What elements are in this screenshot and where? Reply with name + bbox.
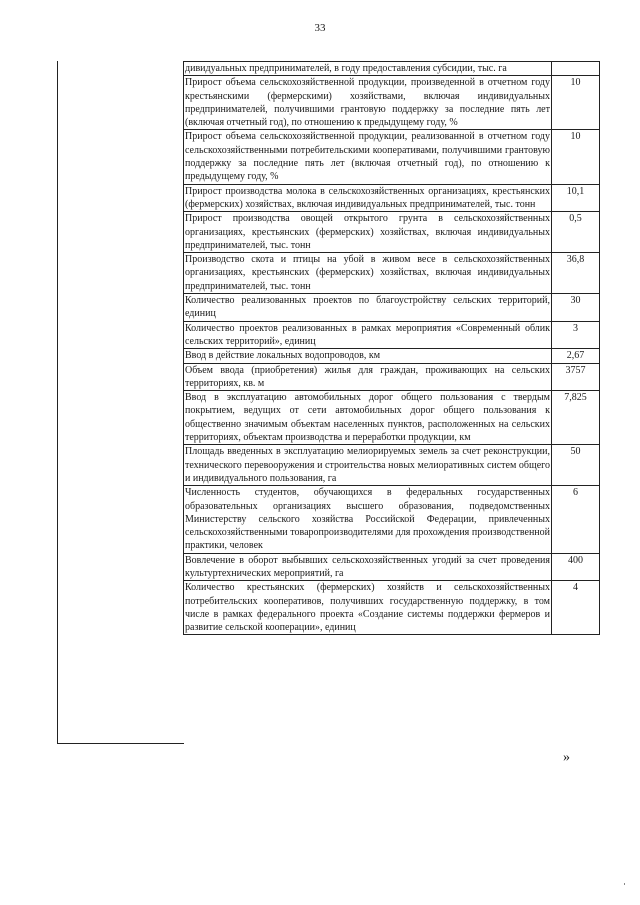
indicator-value: 7,825 <box>552 391 600 445</box>
indicator-description: Объем ввода (приобретения) жилья для граждан, проживающих на сельских территориях, кв. м <box>185 364 550 389</box>
indicator-value: 10 <box>552 130 600 184</box>
indicator-description: Количество реализованных проектов по благоустройству сельских территорий, единиц <box>185 295 550 320</box>
table-row <box>184 62 600 76</box>
table-row <box>184 391 600 445</box>
table-row <box>184 363 600 391</box>
indicator-description: Численность студентов, обучающихся в федеральных государственных образовательных организациях высшего образования, подведомственных Министерству сельского хозяйства Российской Федерации, привлеченных сельскохозяйственными товаропроизводителями для прохождения производственной практики, человек <box>185 487 550 552</box>
indicator-value: 6 <box>552 486 600 553</box>
indicator-description: Ввод в эксплуатацию автомобильных дорог общего пользования с твердым покрытием, ведущих от сети автомобильных дорог общего пользования к общественно значимым объектам населенных пунктов, расположенных на сельских территориях, объектам производства и переработки продукции, км <box>185 392 550 444</box>
table-row <box>184 130 600 184</box>
indicator-description: Площадь введенных в эксплуатацию мелиорируемых земель за счет реконструкции, технического перевооружения и строительства новых мелиоративных систем общего и индивидуального пользования, га <box>185 446 550 484</box>
indicator-value: 400 <box>552 553 600 581</box>
indicator-description: Количество проектов реализованных в рамках мероприятия «Современный облик сельских территорий», единиц <box>185 322 550 347</box>
table-row <box>184 445 600 486</box>
bottom-column-rule <box>57 743 184 744</box>
indicator-description: Ввод в действие локальных водопроводов, км <box>184 349 552 363</box>
indicator-description: Прирост производства молока в сельскохозяйственных организациях, крестьянских (фермерских) хозяйствах, включая индивидуальных предпринимателей, тыс. тонн <box>185 185 550 210</box>
table-row <box>184 212 600 253</box>
table-row <box>184 349 600 363</box>
left-column-rule <box>57 61 58 743</box>
closing-quote: » <box>563 750 570 765</box>
indicator-value: 4 <box>552 581 600 635</box>
indicator-description: Прирост производства овощей открытого грунта в сельскохозяйственных организациях, крестьянских (фермерских) хозяйствах, включая индивидуальных предпринимателей, тыс. тонн <box>185 213 550 251</box>
table-row <box>184 76 600 130</box>
page-number: 33 <box>314 22 326 34</box>
table-row <box>184 253 600 294</box>
scan-speck <box>624 883 625 885</box>
indicator-description: Количество крестьянских (фермерских) хозяйств и сельскохозяйственных потребительских кооперативов, получивших государственную поддержку, в том числе в рамках федерального проекта «Создание системы поддержки фермеров и развитие сельской кооперации», единиц <box>185 582 550 634</box>
indicators-table <box>183 61 600 635</box>
indicator-value: 30 <box>552 294 600 322</box>
indicator-description: дивидуальных предпринимателей, в году предоставления субсидии, тыс. га <box>184 62 552 76</box>
indicator-value <box>552 62 600 76</box>
table-row <box>184 184 600 212</box>
indicator-value: 2,67 <box>552 349 600 363</box>
indicator-value: 3757 <box>552 363 600 391</box>
indicator-description: Прирост объема сельскохозяйственной продукции, реализованной в отчетном году сельскохозяйственными потребительскими кооперативами, получившими грантовую поддержку за последние пять лет (включая отчетный год), по отношению к предыдущему году, % <box>185 131 550 183</box>
table-row <box>184 553 600 581</box>
table-row <box>184 581 600 635</box>
indicator-description: Производство скота и птицы на убой в живом весе в сельскохозяйственных организациях, крестьянских (фермерских) хозяйствах, включая индивидуальных предпринимателей, тыс. тонн <box>185 254 550 292</box>
indicator-value: 10 <box>552 76 600 130</box>
indicator-value: 50 <box>552 445 600 486</box>
indicator-value: 0,5 <box>552 212 600 253</box>
indicator-description: Прирост объема сельскохозяйственной продукции, произведенной в отчетном году крестьянскими (фермерскими) хозяйствами, включая индивидуальных предпринимателей, получившими грантовую поддержку за последние пять лет (включая отчетный год), по отношению к предыдущему году, % <box>185 77 550 129</box>
table-row <box>184 294 600 322</box>
indicator-value: 3 <box>552 321 600 349</box>
indicator-value: 36,8 <box>552 253 600 294</box>
indicator-value: 10,1 <box>552 184 600 212</box>
indicator-description: Вовлечение в оборот выбывших сельскохозяйственных угодий за счет проведения культуртехнических мероприятий, га <box>185 554 550 579</box>
table-row <box>184 321 600 349</box>
table-row <box>184 486 600 553</box>
